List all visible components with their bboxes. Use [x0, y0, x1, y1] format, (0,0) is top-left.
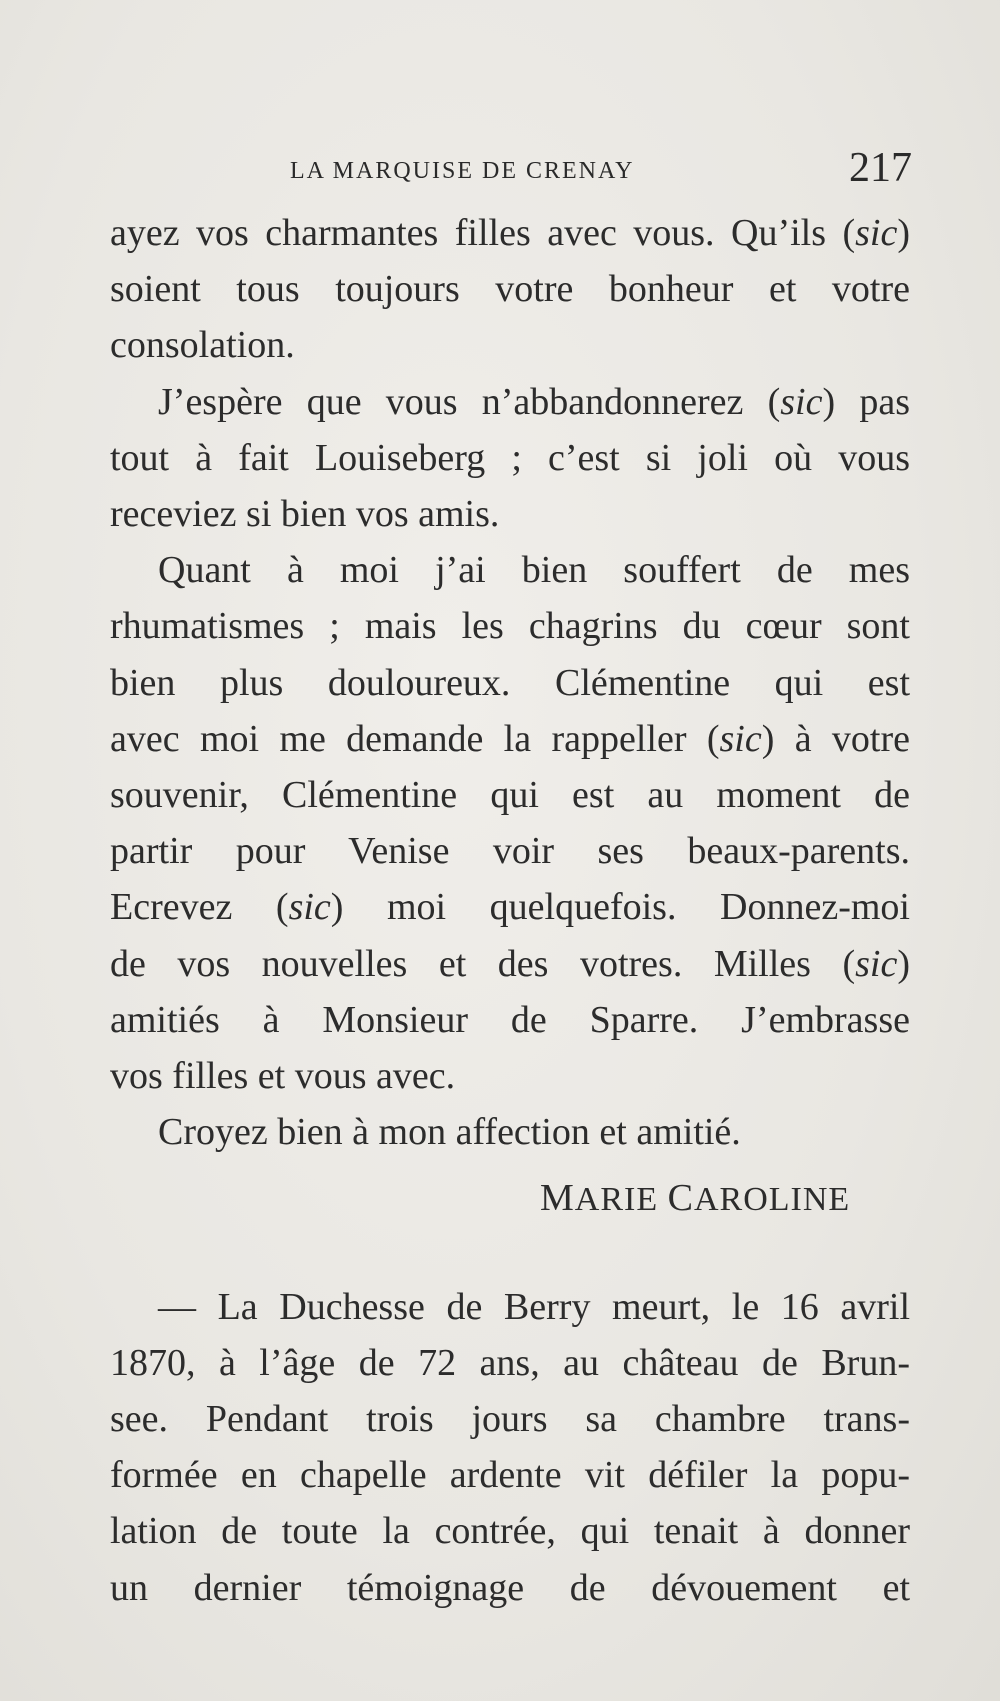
page-header [110, 145, 912, 200]
text-line: 1870, à l’âge de 72 ans, au château de Brun- [110, 1341, 910, 1384]
text-line: amitiés à Monsieur de Sparre. J’embrasse [110, 998, 910, 1041]
letter-closing: Croyez bien à mon affection et amitié. [158, 1111, 741, 1154]
text-line: consolation. [110, 324, 295, 367]
section-gap [110, 1229, 910, 1279]
text-line: receviez si bien vos amis. [110, 493, 500, 536]
text-line: vos filles et vous avec. [110, 1055, 456, 1098]
text-line: lation de toute la contrée, qui tenait à donner [110, 1510, 910, 1553]
text-line: tout à fait Louiseberg ; c’est si joli où vous [110, 436, 910, 479]
text-line: un dernier témoignage de dévouement et [110, 1566, 910, 1609]
page-number: 217 [849, 145, 912, 191]
text-line: Quant à moi j’ai bien souffert de mes [158, 549, 910, 592]
text-line: de vos nouvelles et des votres. Milles (sic) [110, 942, 910, 985]
text-line: — La Duchesse de Berry meurt, le 16 avril [158, 1285, 910, 1328]
text-line: partir pour Venise voir ses beaux-parents. [110, 830, 910, 873]
text-line: formée en chapelle ardente vit défiler la popu- [110, 1454, 910, 1497]
running-title: LA MARQUISE DE CRENAY [290, 158, 635, 184]
text-line: see. Pendant trois jours sa chambre trans- [110, 1398, 910, 1441]
body-text [110, 205, 910, 1616]
text-line: bien plus douloureux. Clémentine qui est [110, 661, 910, 704]
text-line: soient tous toujours votre bonheur et votre [110, 268, 910, 311]
text-line: rhumatismes ; mais les chagrins du cœur sont [110, 605, 910, 648]
text-line: souvenir, Clémentine qui est au moment de [110, 774, 910, 817]
text-line: avec moi me demande la rappeller (sic) à votre [110, 717, 910, 760]
text-line: ayez vos charmantes filles avec vous. Qu’ils (sic) [110, 212, 910, 254]
text-line: J’espère que vous n’abbandonnerez (sic) pas [158, 380, 910, 423]
text-line: Ecrevez (sic) moi quelquefois. Donnez-moi [110, 886, 910, 929]
signature: MARIE CAROLINE [540, 1177, 851, 1220]
